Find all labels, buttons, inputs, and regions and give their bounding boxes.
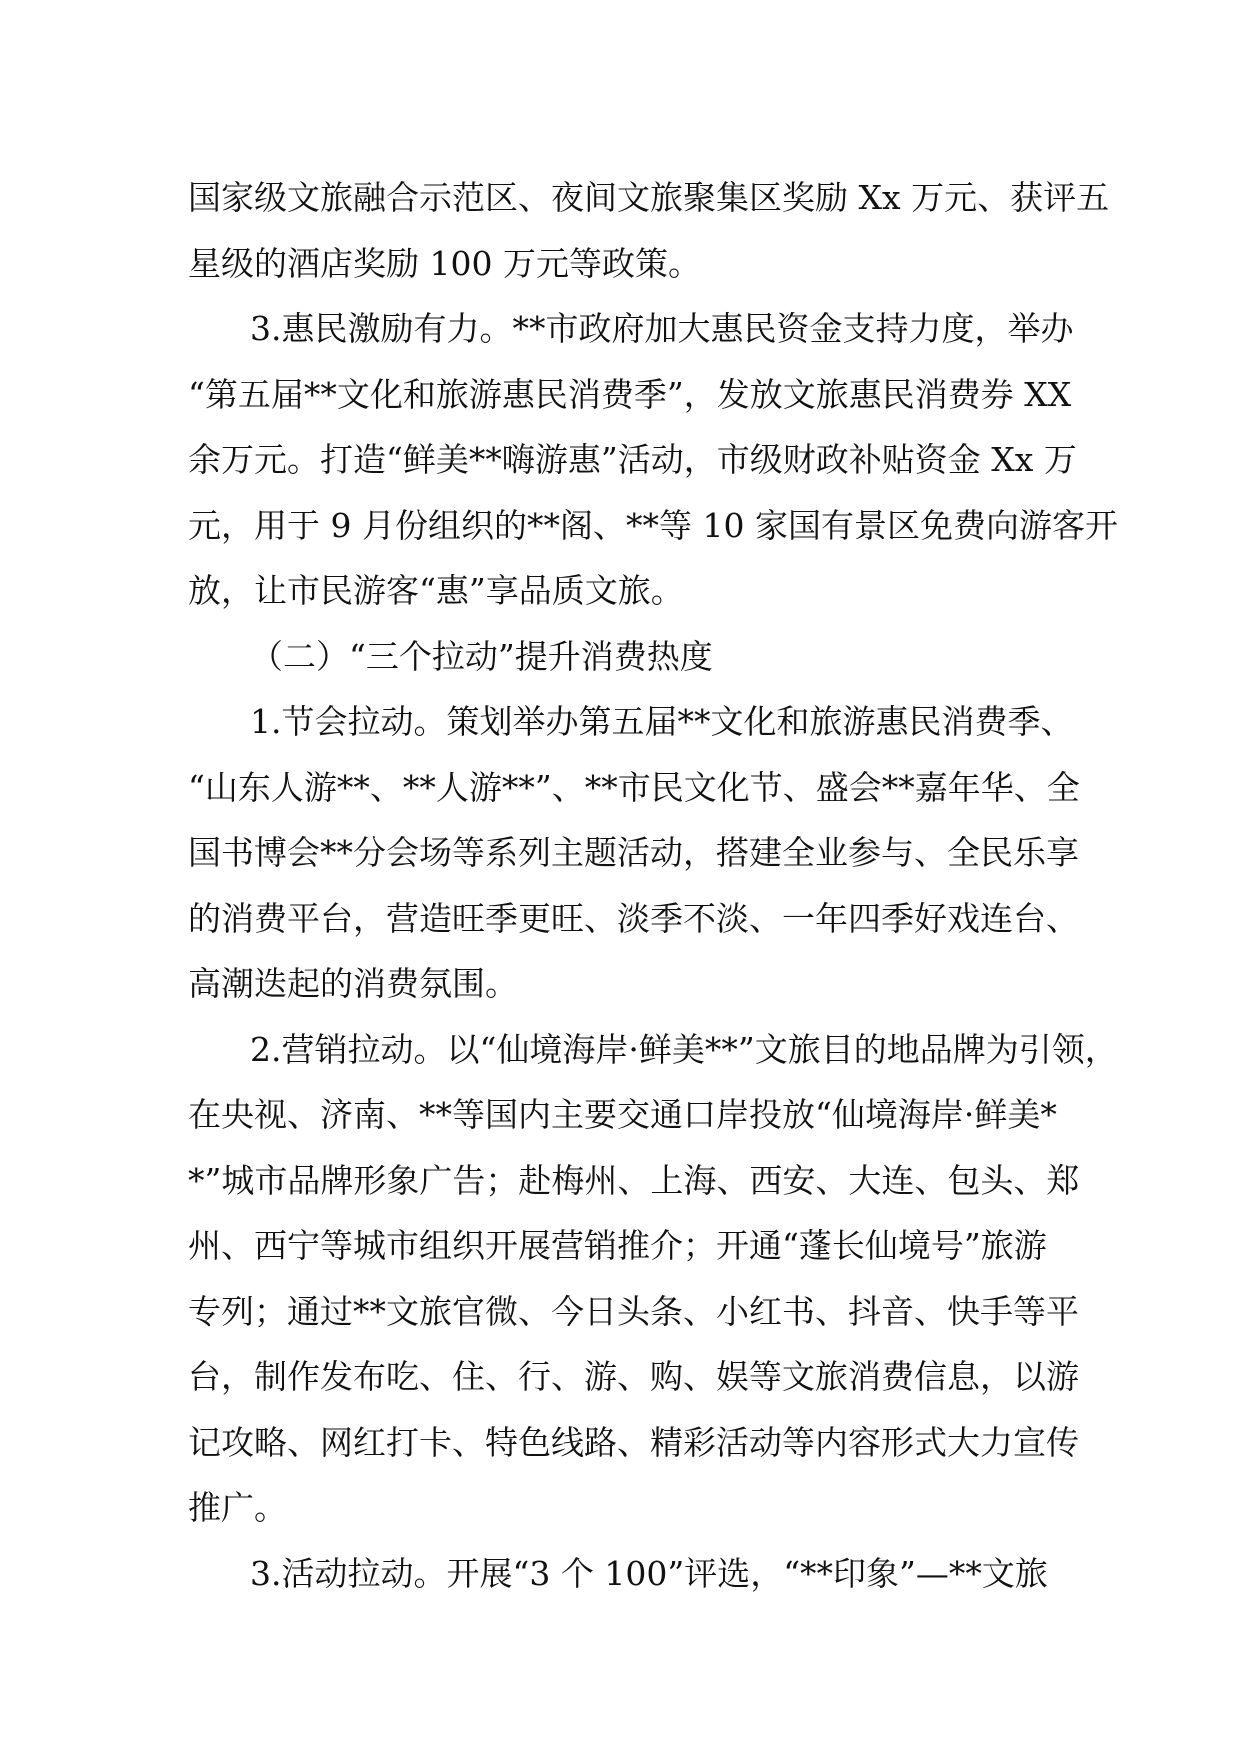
body-line: 余万元。打造“鲜美**嗨游惠”活动，市级财政补贴资金 Xx 万: [188, 440, 1077, 479]
body-line: 国书博会**分会场等系列主题活动，搭建全业参与、全民乐享: [188, 833, 1079, 872]
section-heading: （二）“三个拉动”提升消费热度: [250, 636, 713, 676]
body-line: 在央视、济南、**等国内主要交通口岸投放“仙境海岸·鲜美*: [188, 1095, 1057, 1134]
body-line: 州、西宁等城市组织开展营销推介；开通“蓬长仙境号”旅游: [188, 1226, 1047, 1265]
paragraph-start-line: 1.节会拉动。策划举办第五届**文化和旅游惠民消费季、: [250, 702, 1074, 741]
paragraph-start-line: 2.营销拉动。以“仙境海岸·鲜美**”文旅目的地品牌为引领，: [250, 1029, 1118, 1069]
body-line: 专列；通过**文旅官微、今日头条、小红书、抖音、快手等平: [188, 1291, 1079, 1331]
document-body: [188, 165, 1118, 1606]
body-line: 台，制作发布吃、住、行、游、购、娱等文旅消费信息，以游: [188, 1357, 1079, 1396]
body-line: 元，用于 9 月份组织的**阁、**等 10 家国有景区免费向游客开: [188, 505, 1118, 545]
paragraph-start-line: 3.惠民激励有力。**市政府加大惠民资金支持力度，举办: [250, 309, 1074, 348]
body-line: 记攻略、网红打卡、特色线路、精彩活动等内容形式大力宣传: [188, 1422, 1079, 1462]
body-line: “山东人游**、**人游**”、**市民文化节、盛会**嘉年华、全: [188, 767, 1080, 807]
body-line: “第五届**文化和旅游惠民消费季”，发放文旅惠民消费券 XX: [188, 374, 1072, 414]
body-line: 高潮迭起的消费氛围。: [188, 964, 518, 1003]
body-line: 国家级文旅融合示范区、夜间文旅聚集区奖励 Xx 万元、获评五: [188, 178, 1110, 217]
paragraph-start-line: 3.活动拉动。开展“3 个 100”评选，“**印象”—**文旅: [250, 1553, 1048, 1593]
body-line: 的消费平台，营造旺季更旺、淡季不淡、一年四季好戏连台、: [188, 898, 1079, 938]
body-line: 推广。: [188, 1488, 287, 1527]
body-line: 星级的酒店奖励 100 万元等政策。: [188, 243, 701, 283]
body-line: 放，让市民游客“惠”享品质文旅。: [188, 571, 684, 610]
body-line: *”城市品牌形象广告；赴梅州、上海、西安、大连、包头、郑: [188, 1160, 1080, 1200]
